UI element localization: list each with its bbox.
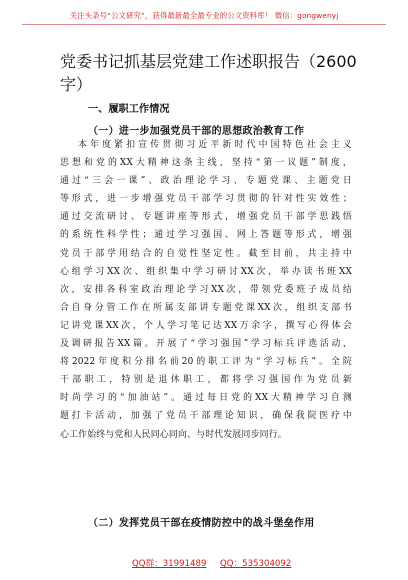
paragraph-line: 合自身分管工作在所属支部讲专题党课XX次，组织支部书 bbox=[60, 302, 352, 313]
paragraph-line: 的系统性科学性；通过学习强国、网上答题等形式，增强 bbox=[60, 230, 352, 241]
paragraph-line: 等形式，进一步增强党员干部学习贯彻的针对性实效性； bbox=[60, 194, 352, 205]
header-divider bbox=[22, 24, 386, 25]
paragraph-line: 干部职工，特别是退休职工，都将学习强国作为党员新 bbox=[60, 375, 352, 386]
paragraph-line: 本年度紧扣宣传贯彻习近平新时代中国特色社会主义 bbox=[78, 140, 352, 150]
paragraph-line: 思想和党的XX大精神这条主线，坚持“第一议题”制度， bbox=[60, 158, 352, 169]
paragraph-line: 题打卡活动，加强了党员干部理论知识，确保我院医疗中 bbox=[60, 411, 352, 422]
paragraph-line: 党员干部学用结合的自觉性坚定性。截至目前，共主持中 bbox=[60, 248, 352, 259]
subheading-1: （一）进一步加强党员干部的思想政治教育工作 bbox=[88, 126, 305, 137]
section-heading: 一、履职工作情况 bbox=[88, 104, 170, 115]
footer-qq-contact[interactable]: QQ：535304092 bbox=[220, 559, 292, 569]
paragraph-line: 次，安排各科室政治理论学习XX次，带领党委班子成员结 bbox=[60, 284, 352, 295]
document-title: 党委书记抓基层党建工作述职报告（2600字） bbox=[60, 52, 357, 94]
paragraph-line: 将2022年度积分排名前20的职工评为“学习标兵”。全院 bbox=[60, 357, 352, 368]
paragraph-line: 时尚学习的“加油站”。通过每日党的XX大精神学习自测 bbox=[60, 393, 352, 404]
subheading-2: （二）发挥党员干部在疫情防控中的战斗堡垒作用 bbox=[88, 518, 315, 529]
paragraph-line: 通过交流研讨、专题讲座等形式，增强党员干部学思践悟 bbox=[60, 212, 352, 223]
footer-qq-group[interactable]: QQ群：31991489 bbox=[132, 559, 207, 569]
header-notice: 关注头条号“公文研究”，获得最新最全最专业的公文资料库！ 微信：gongwenyj bbox=[69, 11, 339, 20]
body-paragraph bbox=[60, 136, 352, 444]
paragraph-line: 记讲党课XX次，个人学习笔记达XX万余字，撰写心得体会 bbox=[60, 320, 352, 331]
paragraph-line: 通过“三会一课”、政治理论学习、专题党课、主题党日 bbox=[60, 176, 352, 187]
paragraph-line: 及调研报告XX篇。开展了“学习强国”学习标兵评选活动， bbox=[60, 339, 352, 350]
paragraph-line: 心组学习XX次、组织集中学习研讨XX次，举办读书班XX bbox=[60, 266, 352, 277]
paragraph-line: 心工作始终与党和人民同心同向、与时代发展同步同行。 bbox=[60, 429, 287, 440]
